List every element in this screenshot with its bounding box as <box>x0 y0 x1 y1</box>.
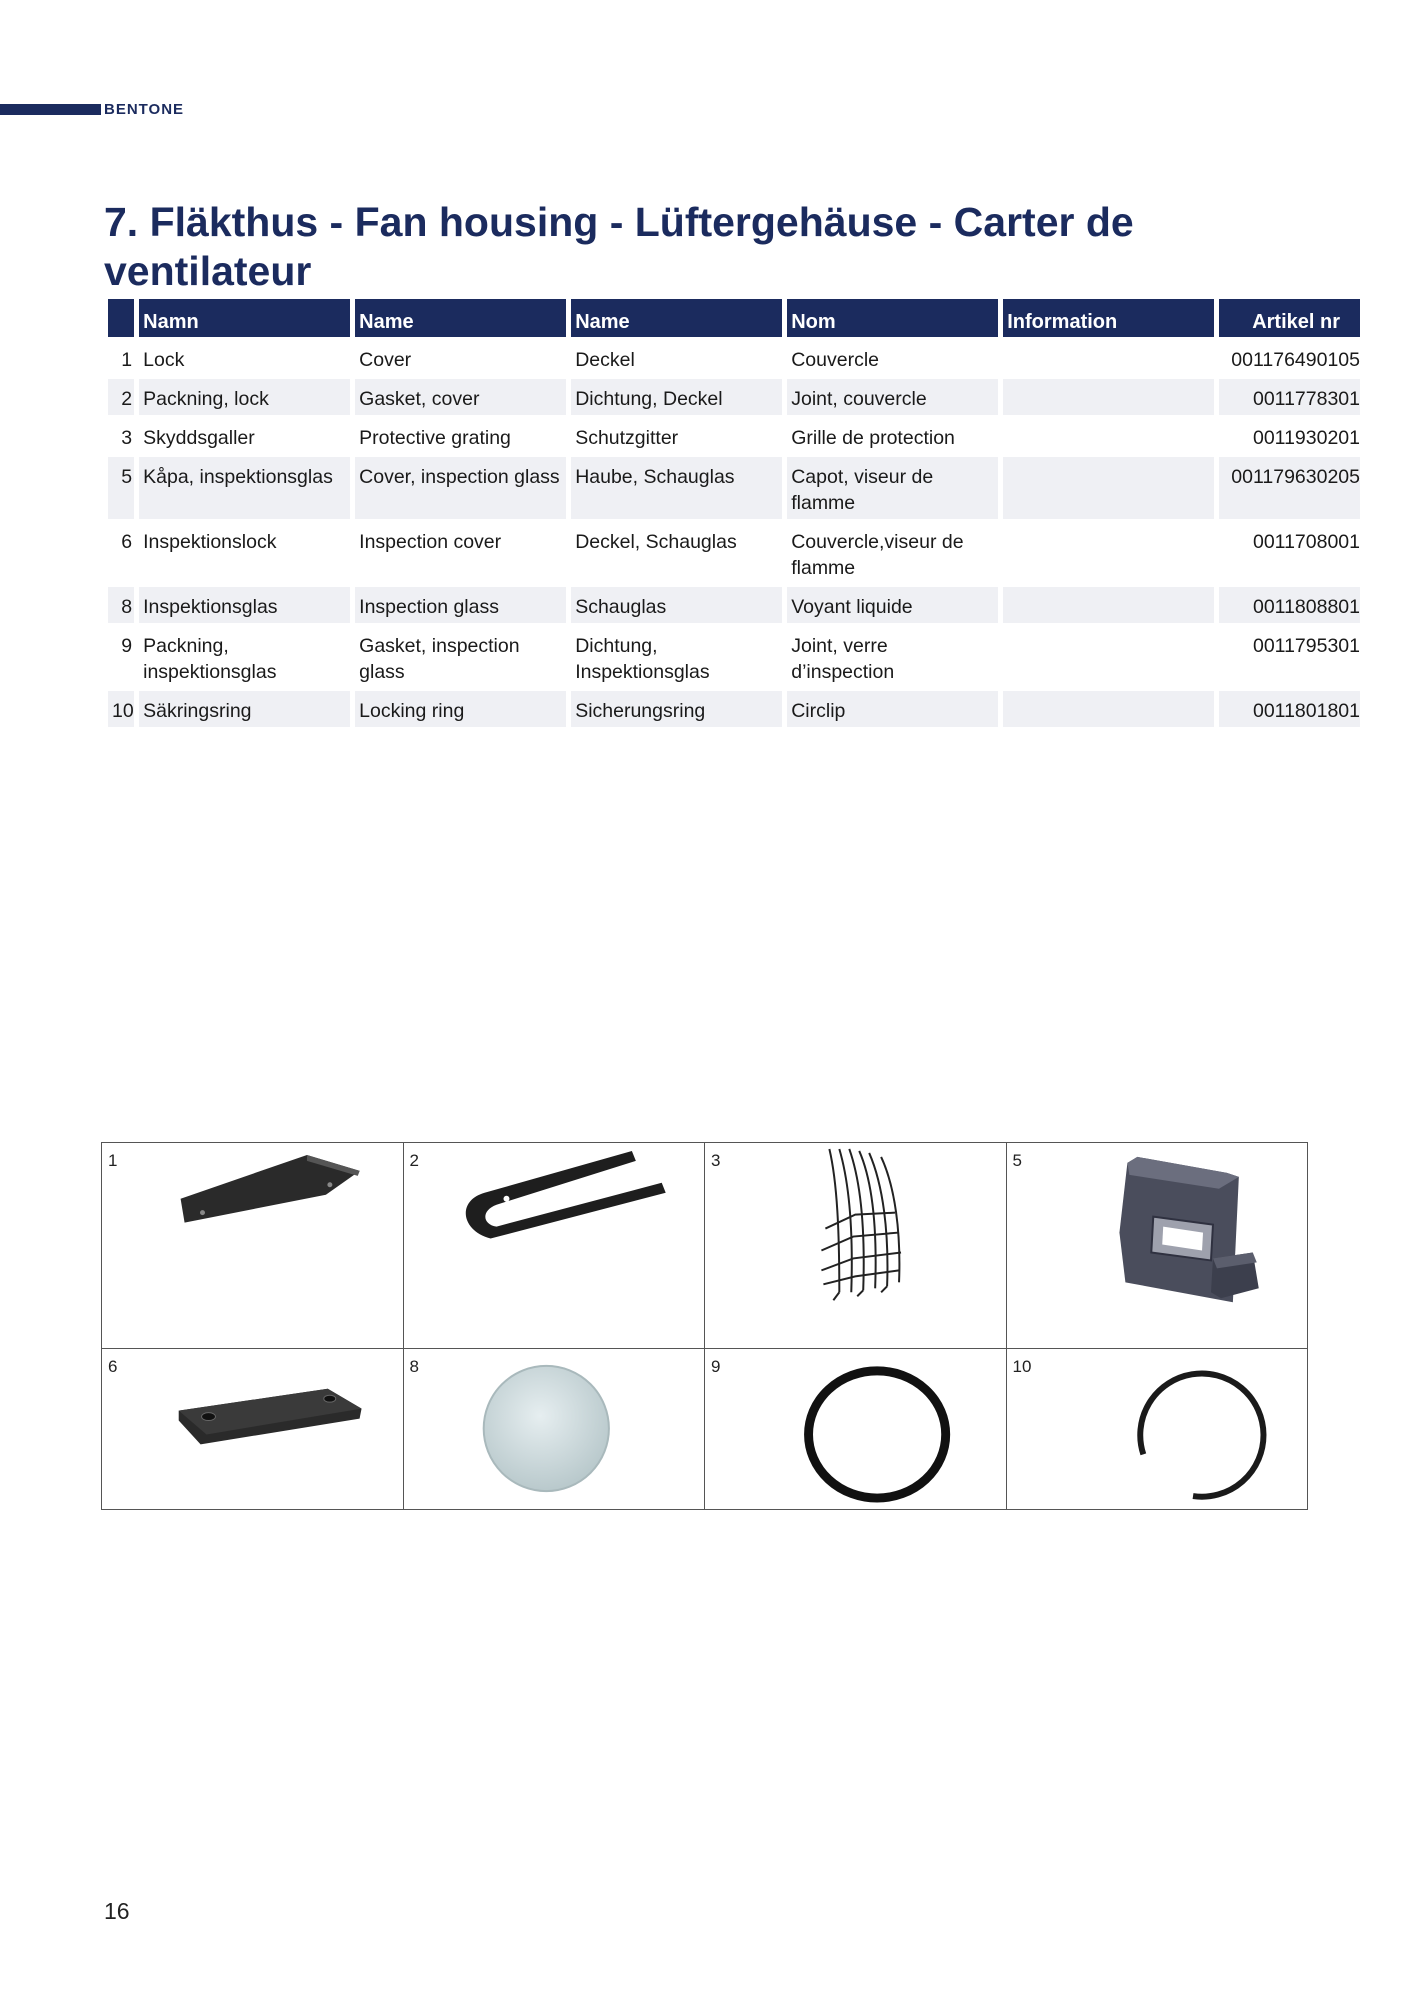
cell-namn: Skyddsgaller <box>143 427 255 449</box>
brand-bar <box>0 104 101 115</box>
inspection-cover-icon <box>102 1349 403 1509</box>
cell-article-number: 0011801801 <box>1219 691 1360 727</box>
cell-namn: Kåpa, inspektionsglas <box>139 457 350 519</box>
cell-namn: Säkringsring <box>139 691 350 727</box>
cell-nom: Capot, viseur de flamme <box>787 457 998 519</box>
cell-name-de: Dichtung, Deckel <box>571 379 782 415</box>
protective-grating-icon <box>705 1143 1006 1348</box>
cell-article-number: 0011930201 <box>1252 427 1360 449</box>
image-label: 2 <box>409 1151 419 1170</box>
header-namn: Namn <box>139 299 350 337</box>
table-row <box>108 626 1360 688</box>
image-cell-1 <box>102 1143 404 1349</box>
cell-name-en: Gasket, inspection glass <box>359 635 520 683</box>
header-number <box>108 299 134 337</box>
image-label: 1 <box>108 1151 118 1170</box>
cell-number: 2 <box>108 379 134 415</box>
cell-namn: Packning, inspektionsglas <box>143 635 277 683</box>
cell-article-number: 0011808801 <box>1219 587 1360 623</box>
table-header-row <box>108 299 1360 337</box>
cell-information <box>1003 379 1214 415</box>
page-title: 7. Fläkthus - Fan housing - Lüftergehäuse - Carter de ventilateur <box>104 199 1134 294</box>
image-cell-5 <box>1007 1143 1309 1349</box>
image-label: 3 <box>711 1151 721 1170</box>
image-cell-2 <box>404 1143 706 1349</box>
cell-nom: Voyant liquide <box>787 587 998 623</box>
header-nom: Nom <box>787 299 998 337</box>
cell-name-de: Deckel, Schauglas <box>575 531 737 553</box>
cell-namn: Inspektionsglas <box>139 587 350 623</box>
cell-information <box>1003 691 1214 727</box>
cell-number: 6 <box>121 531 133 553</box>
image-cell-6 <box>102 1349 404 1510</box>
cell-name-en: Locking ring <box>355 691 566 727</box>
parts-image-grid <box>101 1142 1308 1510</box>
image-label: 10 <box>1012 1357 1032 1376</box>
header-name-en: Name <box>355 299 566 337</box>
cell-information <box>1003 457 1214 519</box>
table-row <box>108 418 1360 454</box>
image-label: 9 <box>711 1357 721 1376</box>
cell-nom: Grille de protection <box>791 427 955 449</box>
cell-article-number: 001179630205 <box>1219 457 1360 519</box>
brand-name: BENTONE <box>104 101 185 118</box>
cell-number: 10 <box>108 691 134 727</box>
header-article-number: Artikel nr <box>1219 299 1360 337</box>
cell-nom: Joint, couvercle <box>787 379 998 415</box>
image-cell-10 <box>1007 1349 1309 1510</box>
cell-nom: Couvercle <box>791 349 880 371</box>
image-label: 5 <box>1012 1151 1022 1170</box>
image-cell-8 <box>404 1349 706 1510</box>
cell-article-number: 0011778301 <box>1219 379 1360 415</box>
table-row <box>108 587 1360 623</box>
cell-article-number: 0011795301 <box>1252 635 1360 657</box>
image-label: 8 <box>409 1357 419 1376</box>
cell-information <box>1003 587 1214 623</box>
cell-name-en: Cover <box>359 349 412 371</box>
cell-name-de: Deckel <box>575 349 635 371</box>
cell-number: 1 <box>121 349 133 371</box>
cell-name-en: Inspection glass <box>355 587 566 623</box>
cell-nom: Joint, verre d’inspection <box>791 635 895 683</box>
parts-table <box>103 296 1365 730</box>
cell-nom: Circlip <box>787 691 998 727</box>
cover-gasket-icon <box>404 1143 705 1348</box>
page-number: 16 <box>104 1898 130 1924</box>
table-row <box>108 379 1360 415</box>
cell-name-en: Cover, inspection glass <box>355 457 566 519</box>
cell-nom: Couvercle,viseur de flamme <box>791 531 964 579</box>
cell-number: 8 <box>108 587 134 623</box>
cell-information <box>1003 522 1214 584</box>
cover-plate-icon <box>102 1143 403 1348</box>
cell-namn: Inspektionslock <box>143 531 277 553</box>
cell-article-number: 001176490105 <box>1231 349 1360 371</box>
image-label: 6 <box>108 1357 118 1376</box>
cell-name-en: Gasket, cover <box>355 379 566 415</box>
cell-name-de: Dichtung, Inspektionsglas <box>575 635 710 683</box>
cell-number: 5 <box>108 457 134 519</box>
locking-ring-icon <box>1007 1349 1308 1509</box>
table-row <box>108 457 1360 519</box>
image-cell-3 <box>705 1143 1007 1349</box>
cell-name-de: Schutzgitter <box>575 427 679 449</box>
cell-information <box>1003 626 1214 688</box>
inspection-glass-icon <box>404 1349 705 1509</box>
cell-name-de: Haube, Schauglas <box>571 457 782 519</box>
inspection-glass-cover-icon <box>1007 1143 1308 1348</box>
cell-article-number: 0011708001 <box>1252 531 1360 553</box>
cell-namn: Packning, lock <box>139 379 350 415</box>
header-name-de: Name <box>571 299 782 337</box>
cell-information <box>1003 340 1214 376</box>
header-information: Information <box>1003 299 1214 337</box>
cell-name-en: Protective grating <box>359 427 511 449</box>
cell-number: 3 <box>121 427 133 449</box>
cell-name-en: Inspection cover <box>359 531 502 553</box>
cell-name-de: Sicherungsring <box>571 691 782 727</box>
table-row <box>108 522 1360 584</box>
cell-information <box>1003 418 1214 454</box>
table-row <box>108 691 1360 727</box>
cell-number: 9 <box>121 635 133 657</box>
cell-namn: Lock <box>143 349 185 371</box>
table-row <box>108 340 1360 376</box>
cell-name-de: Schauglas <box>571 587 782 623</box>
image-cell-9 <box>705 1349 1007 1510</box>
gasket-ring-icon <box>705 1349 1006 1509</box>
